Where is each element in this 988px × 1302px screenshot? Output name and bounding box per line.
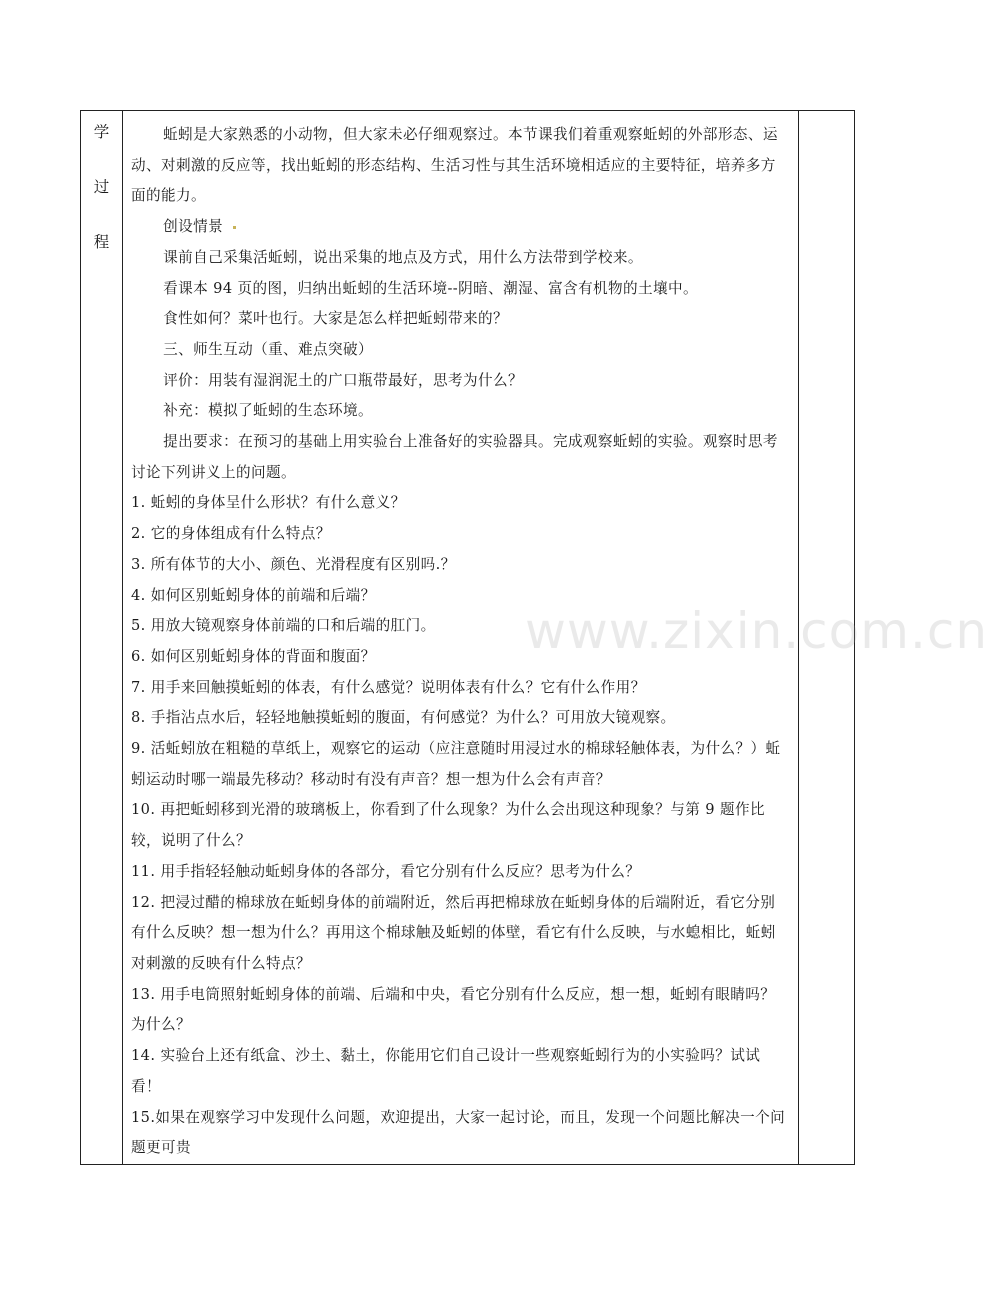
question-item: 6. 如何区别蚯蚓身体的背面和腹面？ [131,647,376,665]
side-label-char: 程 [93,233,110,251]
question-item: 13. 用手电筒照射蚯蚓身体的前端、后端和中央，看它分别有什么反应，想一想，蚯蚓有眼睛吗？为什么？ [131,985,776,1034]
paragraph-evaluation: 评价：用装有湿润泥土的广口瓶带最好，思考为什么？ [163,371,523,389]
question-item: 14. 实验台上还有纸盒、沙土、黏土，你能用它们自己设计一些观察蚯蚓行为的小实验吗？试试看！ [131,1047,761,1095]
watermark: www.zixin.com.cn [525,602,988,660]
question-item: 7. 用手来回触摸蚯蚓的体表，有什么感觉？说明体表有什么？它有什么作用？ [131,678,646,696]
paragraph-book: 看课本 94 页的图，归纳出蚯蚓的生活环境--阴暗、潮湿、富含有机物的土壤中。 [163,279,699,297]
paragraph-requirement: 提出要求：在预习的基础上用实验台上准备好的实验器具。完成观察蚯蚓的实验。观察时思考讨论下列讲义上的问题。 [131,433,778,481]
side-label-char: 过 [93,178,110,196]
side-label-cell [81,111,123,1165]
question-item: 3. 所有体节的大小、颜色、光滑程度有区别吗.？ [131,555,456,573]
content-cell [123,111,799,1165]
intro-paragraph: 蚯蚓是大家熟悉的小动物，但大家未必仔细观察过。本节课我们着重观察蚯蚓的外部形态、运动、对刺激的反应等，找出蚯蚓的形态结构、生活习性与其生活环境相适应的主要特征，培养多方面的能力。 [131,126,778,205]
question-item: 2. 它的身体组成有什么特点？ [131,525,331,543]
question-item: 5. 用放大镜观察身体前端的口和后端的肛门。 [131,617,436,635]
table-row [81,111,855,1165]
stray-mark [233,226,236,229]
section-create-text: 创设情景 [163,218,224,236]
question-item: 12. 把浸过醋的棉球放在蚯蚓身体的前端附近，然后再把棉球放在蚯蚓身体的后端附近，看它分别有什么反映？想一想为什么？再用这个棉球触及蚯蚓的体壁，看它有什么反映，与水螅相比，蚯蚓对刺激的反映有什么特点？ [131,893,776,972]
side-label [81,111,122,250]
section-heading-create [131,212,790,243]
paragraph-collect: 课前自己采集活蚯蚓，说出采集的地点及方式，用什么方法带到学校来。 [163,248,643,266]
side-label-char: 学 [93,123,110,141]
question-item: 4. 如何区别蚯蚓身体的前端和后端？ [131,586,376,604]
paragraph-food: 食性如何？菜叶也行。大家是怎么样把蚯蚓带来的？ [163,310,508,328]
lesson-table [80,110,855,1165]
question-item: 11. 用手指轻轻触动蚯蚓身体的各部分，看它分别有什么反应？思考为什么？ [131,862,641,880]
lesson-content [123,111,798,1164]
question-item: 8. 手指沾点水后，轻轻地触摸蚯蚓的腹面，有何感觉？为什么？可用放大镜观察。 [131,709,676,727]
paragraph-supplement: 补充：模拟了蚯蚓的生态环境。 [163,402,374,420]
section-heading-interact: 三、师生互动（重、难点突破） [163,340,374,358]
notes-cell [799,111,855,1165]
question-item: 15.如果在观察学习中发现什么问题，欢迎提出，大家一起讨论，而且，发现一个问题比解决一个问题更可贵 [131,1108,786,1157]
question-item: 1. 蚯蚓的身体呈什么形状？有什么意义？ [131,494,406,512]
question-item: 9. 活蚯蚓放在粗糙的草纸上，观察它的运动（应注意随时用浸过水的棉球轻触体表，为什么？）蚯蚓运动时哪一端最先移动？移动时有没有声音？想一想为什么会有声音？ [131,740,781,788]
question-item: 10. 再把蚯蚓移到光滑的玻璃板上，你看到了什么现象？为什么会出现这种现象？与第 9 题作比较，说明了什么？ [131,801,765,850]
